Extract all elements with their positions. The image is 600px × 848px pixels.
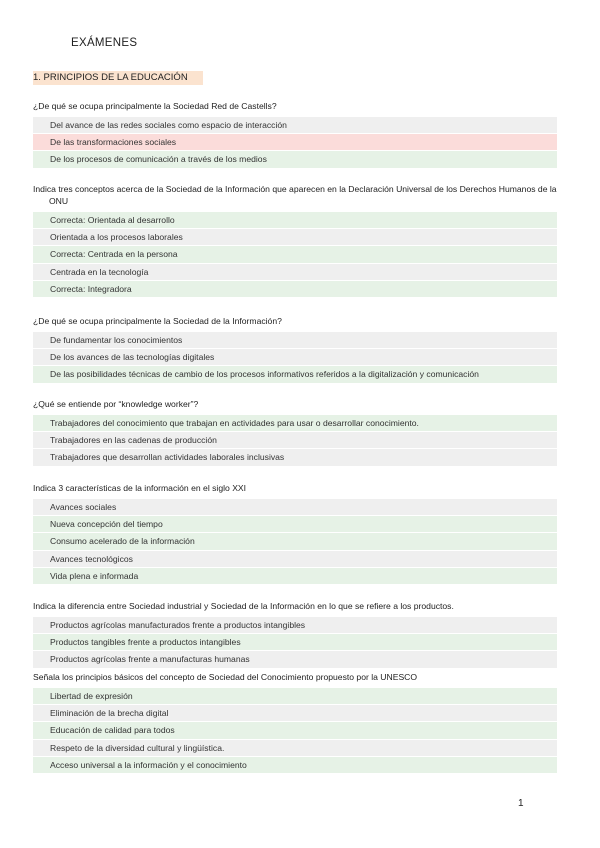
answer-option[interactable]: Respeto de la diversidad cultural y lingüística. [33, 740, 557, 757]
answer-option[interactable]: Avances sociales [33, 499, 557, 516]
answer-option[interactable]: Nueva concepción del tiempo [33, 516, 557, 533]
answer-option[interactable]: Productos agrícolas frente a manufacturas humanas [33, 651, 557, 668]
question-block [33, 183, 557, 298]
answer-option[interactable]: Libertad de expresión [33, 688, 557, 705]
question-text: Indica tres conceptos acerca de la Sociedad de la Información que aparecen en la Declaración Universal de los Derechos Humanos de la ONU [33, 184, 557, 206]
section-heading: 1. PRINCIPIOS DE LA EDUCACIÓN [33, 71, 203, 85]
answer-option[interactable]: Trabajadores del conocimiento que trabajan en actividades para usar o desarrollar conocimiento. [33, 415, 557, 432]
page-number: 1 [518, 798, 524, 809]
answer-option[interactable]: De fundamentar los conocimientos [33, 332, 557, 349]
question-block [33, 671, 557, 774]
answer-option[interactable]: Eliminación de la brecha digital [33, 705, 557, 722]
answer-option[interactable]: Correcta: Orientada al desarrollo [33, 212, 557, 229]
document-title: EXÁMENES [71, 37, 138, 49]
answer-option[interactable]: Trabajadores en las cadenas de producción [33, 432, 557, 449]
answer-option[interactable]: Consumo acelerado de la información [33, 533, 557, 550]
answer-option[interactable]: Trabajadores que desarrollan actividades laborales inclusivas [33, 449, 557, 466]
question-text: Indica 3 características de la información en el siglo XXI [33, 483, 247, 493]
question-block [33, 315, 557, 384]
question-block [33, 482, 557, 585]
question-block [33, 100, 557, 169]
answer-option[interactable]: Correcta: Centrada en la persona [33, 246, 557, 263]
question-block [33, 398, 557, 467]
answer-option[interactable]: Centrada en la tecnología [33, 264, 557, 281]
answer-option[interactable]: De los procesos de comunicación a través de los medios [33, 151, 557, 168]
answer-option[interactable]: De las transformaciones sociales [33, 134, 557, 151]
question-text: ¿De qué se ocupa principalmente la Sociedad Red de Castells? [33, 101, 277, 111]
answer-option[interactable]: Educación de calidad para todos [33, 722, 557, 739]
answer-option[interactable]: De los avances de las tecnologías digitales [33, 349, 557, 366]
answer-option[interactable]: Productos tangibles frente a productos intangibles [33, 634, 557, 651]
answer-option[interactable]: Correcta: Integradora [33, 281, 557, 298]
answer-option[interactable]: Acceso universal a la información y el conocimiento [33, 757, 557, 774]
question-text: ¿Qué se entiende por “knowledge worker”? [33, 399, 199, 409]
answer-option[interactable]: Orientada a los procesos laborales [33, 229, 557, 246]
question-text: Indica la diferencia entre Sociedad industrial y Sociedad de la Información en lo que se refiere a los productos. [33, 601, 454, 611]
answer-option[interactable]: De las posibilidades técnicas de cambio de los procesos informativos referidos a la digitalización y comunicación [33, 366, 557, 383]
answer-option[interactable]: Vida plena e informada [33, 568, 557, 585]
question-block [33, 600, 557, 669]
answer-option[interactable]: Avances tecnológicos [33, 551, 557, 568]
question-text: Señala los principios básicos del concepto de Sociedad del Conocimiento propuesto por la UNESCO [33, 672, 418, 682]
answer-option[interactable]: Productos agrícolas manufacturados frente a productos intangibles [33, 617, 557, 634]
answer-option[interactable]: Del avance de las redes sociales como espacio de interacción [33, 117, 557, 134]
question-text: ¿De qué se ocupa principalmente la Sociedad de la Información? [33, 316, 282, 326]
